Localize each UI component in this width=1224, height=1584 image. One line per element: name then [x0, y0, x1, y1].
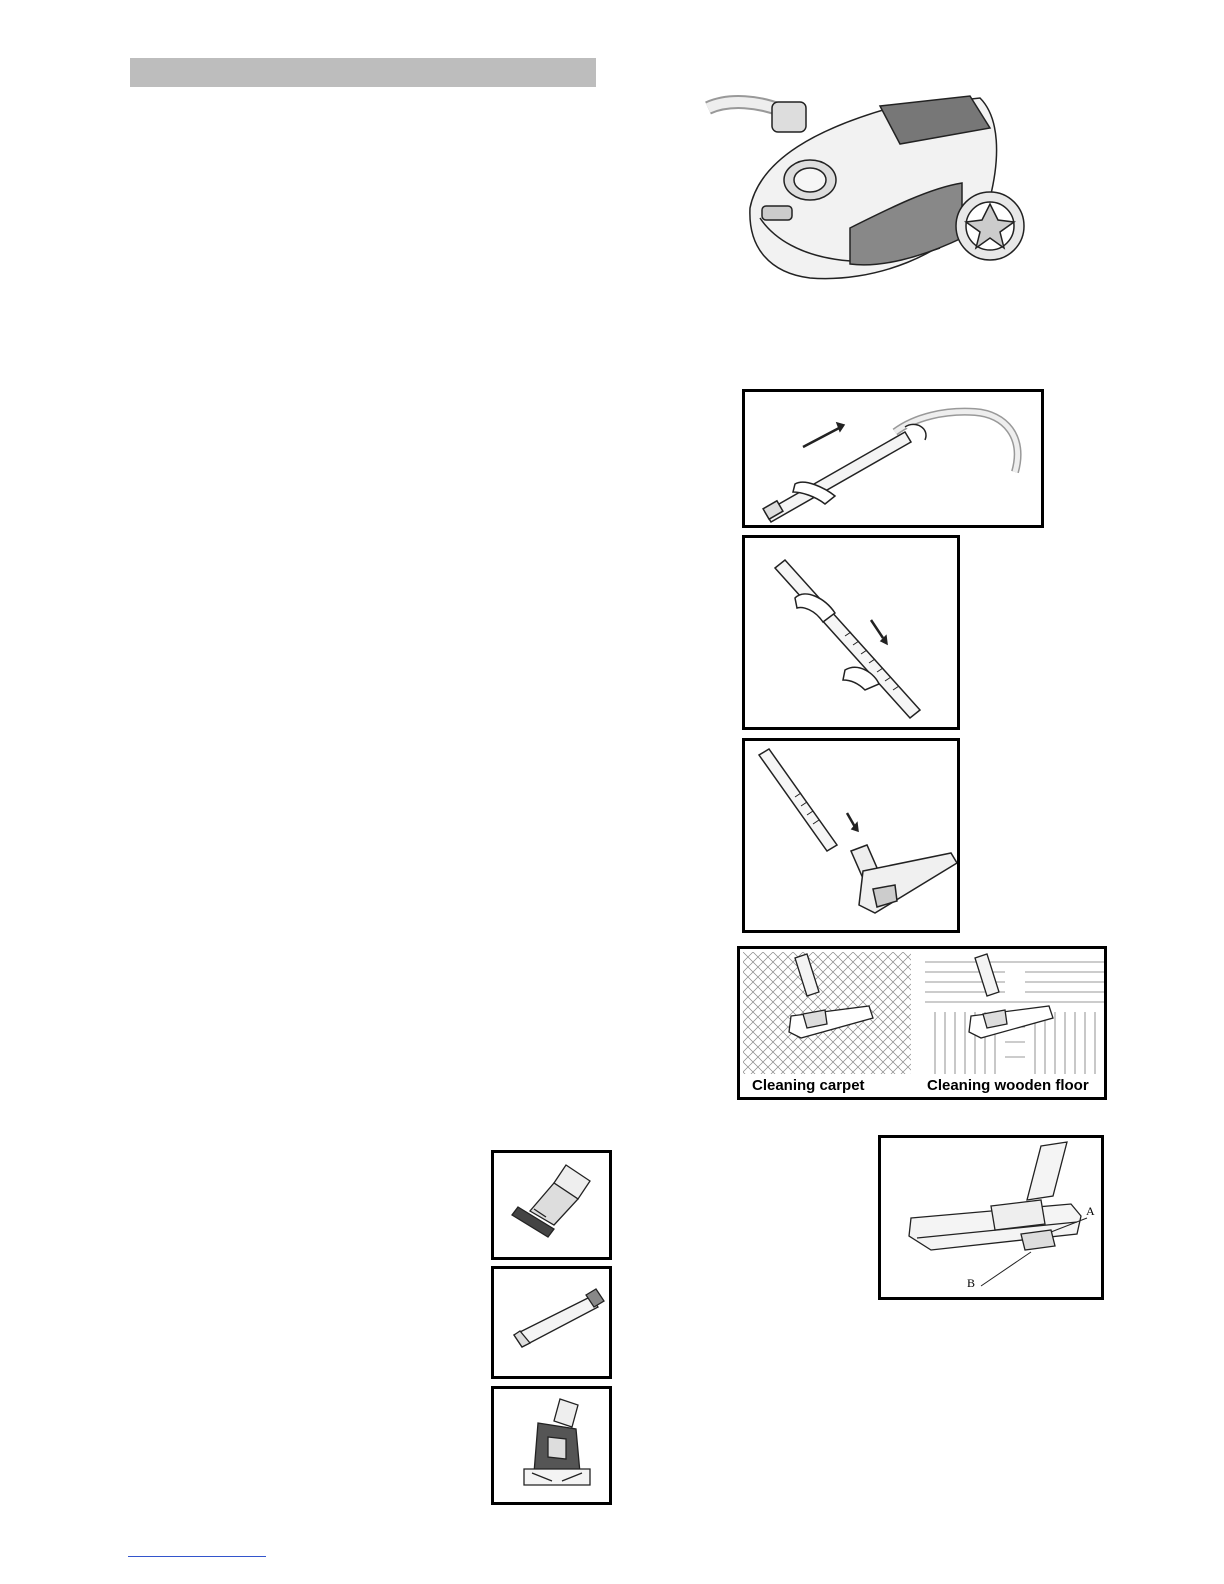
step-figure-hose-tube	[742, 389, 1044, 528]
label-a: A	[1086, 1204, 1095, 1218]
accessory-turbo-brush	[491, 1386, 612, 1505]
accessory-crevice-tool	[491, 1266, 612, 1379]
floor-types-figure	[737, 946, 1107, 1100]
accessory-upholstery-nozzle	[491, 1150, 612, 1260]
section-header-bar	[130, 58, 596, 87]
step-figure-attach-brush	[742, 738, 960, 933]
wooden-floor-pattern	[925, 952, 1105, 1074]
vacuum-cleaner-illustration	[700, 88, 1030, 288]
step-figure-telescopic-tube	[742, 535, 960, 730]
footer-link-underline[interactable]	[128, 1556, 266, 1557]
carpet-pattern	[743, 952, 911, 1074]
label-b: B	[967, 1276, 976, 1290]
caption-cleaning-wooden-floor: Cleaning wooden floor	[927, 1077, 1089, 1094]
floor-brush-ab-figure	[878, 1135, 1104, 1300]
caption-cleaning-carpet: Cleaning carpet	[752, 1077, 865, 1094]
